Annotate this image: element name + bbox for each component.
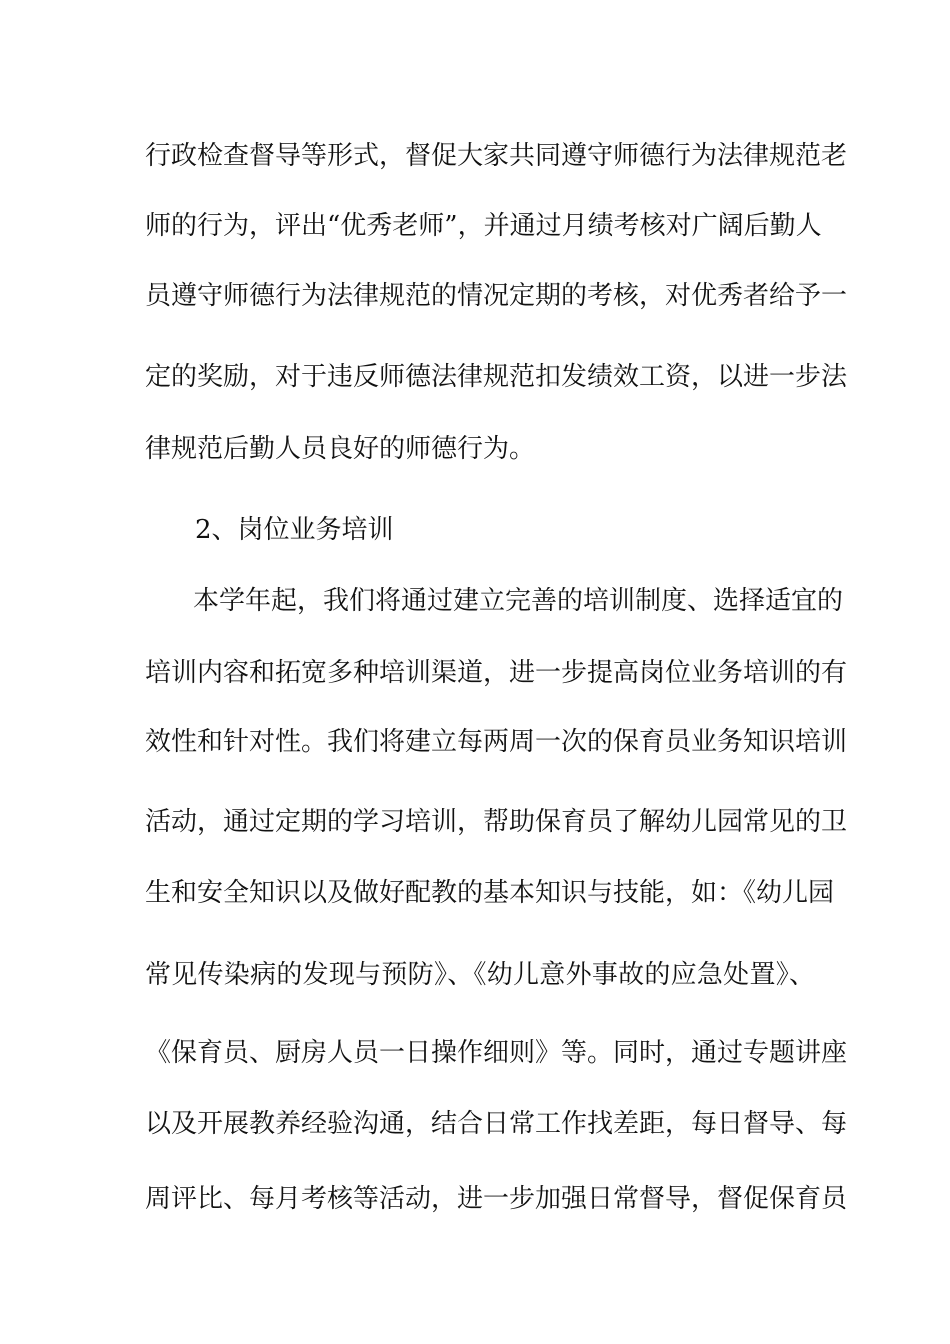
paragraph-line: 定的奖励，对于违反师德法律规范扣发绩效工资，以进一步法 [145, 362, 848, 392]
paragraph-line-last: 律规范后勤人员良好的师德行为。 [145, 434, 536, 464]
paragraph-line: 周评比、每月考核等活动，进一步加强日常督导，督促保育员 [145, 1184, 848, 1214]
paragraph-line: 行政检查督导等形式，督促大家共同遵守师德行为法律规范老 [145, 141, 848, 171]
paragraph-line: 常见传染病的发现与预防》、《幼儿意外事故的应急处置》、 [145, 960, 815, 990]
paragraph-line: 《保育员、厨房人员一日操作细则》等。同时，通过专题讲座 [145, 1038, 848, 1068]
paragraph-line: 员遵守师德行为法律规范的情况定期的考核，对优秀者给予一 [145, 281, 848, 311]
paragraph-line: 以及开展教养经验沟通，结合日常工作找差距，每日督导、每 [145, 1109, 848, 1139]
section-heading: 2、岗位业务培训 [195, 515, 394, 545]
paragraph-line: 培训内容和拓宽多种培训渠道，进一步提高岗位业务培训的有 [145, 658, 848, 688]
paragraph-line-first: 本学年起，我们将通过建立完善的培训制度、选择适宜的 [193, 586, 844, 616]
paragraph-line: 活动，通过定期的学习培训，帮助保育员了解幼儿园常见的卫 [145, 807, 848, 837]
paragraph-line: 生和安全知识以及做好配教的基本知识与技能，如：《幼儿园 [145, 878, 835, 908]
paragraph-line: 效性和针对性。我们将建立每两周一次的保育员业务知识培训 [145, 727, 848, 757]
paragraph-line: 师的行为，评出“优秀老师”，并通过月绩考核对广阔后勤人 [145, 211, 822, 241]
